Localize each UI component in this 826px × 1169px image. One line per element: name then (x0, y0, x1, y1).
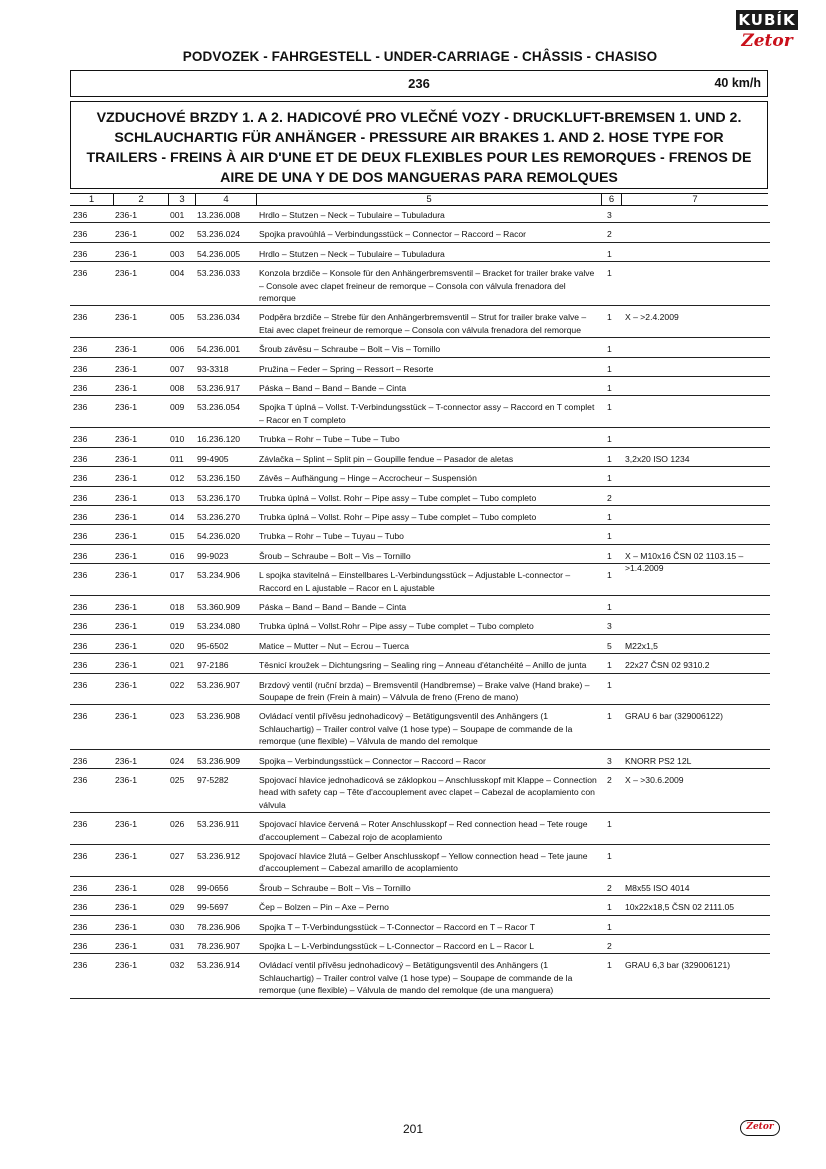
position-cell: 001 (170, 210, 185, 220)
speed-label: 40 km/h (714, 76, 761, 90)
description-cell: Šroub závěsu – Schraube – Bolt – Vis – Tornillo (259, 344, 441, 355)
part-number-cell: 53.236.908 (197, 711, 241, 722)
subgroup-cell: 236-1 (115, 755, 137, 766)
column-header-4: 4 (195, 194, 256, 205)
page-number: 201 (402, 1122, 424, 1136)
note-cell: M22x1,5 (625, 640, 658, 651)
description-cell: Spojka – Verbindungsstück – Connector – Raccord – Racor (259, 755, 486, 766)
part-number-cell: 53.236.150 (197, 473, 241, 484)
position-cell: 028 (170, 882, 185, 893)
group-cell: 236 (73, 640, 88, 651)
quantity-cell: 1 (607, 819, 612, 830)
position-cell: 011 (170, 453, 184, 464)
quantity-cell: 2 (607, 229, 612, 240)
group-cell: 236 (73, 402, 88, 413)
group-cell: 236 (73, 679, 88, 690)
table-row (70, 939, 770, 954)
part-number-cell: 53.236.034 (197, 312, 241, 323)
description-cell: Šroub – Schraube – Bolt – Vis – Tornillo (259, 882, 411, 893)
note-cell: 22x27 ČSN 02 9310.2 (625, 660, 710, 671)
table-row (70, 247, 770, 262)
part-number-cell: 97-2186 (197, 660, 229, 671)
subgroup-cell: 236-1 (115, 775, 137, 785)
part-number-cell: 97-5282 (197, 775, 229, 785)
table-row (70, 227, 770, 242)
table-row (70, 754, 770, 769)
table-row (70, 568, 770, 596)
footer-zetor-logo: Zetor (740, 1120, 780, 1136)
table-row (70, 817, 770, 845)
quantity-cell: 3 (607, 755, 612, 766)
table-row (70, 381, 770, 396)
column-header-2: 2 (113, 194, 168, 205)
group-cell: 236 (73, 755, 88, 766)
kubik-logo: KUBÍK (736, 10, 798, 30)
subgroup-cell: 236-1 (115, 268, 137, 279)
note-cell: X – M10x16 ČSN 02 1103.15 – >1.4.2009 (625, 550, 744, 574)
table-row (70, 658, 770, 673)
quantity-cell: 1 (607, 434, 612, 445)
quantity-cell: 1 (607, 531, 612, 542)
table-row (70, 881, 770, 896)
position-cell: 008 (170, 383, 185, 394)
description-cell: Šroub – Schraube – Bolt – Vis – Tornillo (259, 550, 411, 561)
description-cell: Spojovací hlavice žlutá – Gelber Anschlusskopf – Yellow connection head – Tete jaune d'accouplement – Cabezal amarillo de acoplamiento (259, 851, 588, 874)
position-cell: 007 (170, 363, 185, 374)
quantity-cell: 1 (607, 312, 612, 323)
subgroup-cell: 236-1 (115, 640, 137, 651)
page-title: PODVOZEK - FAHRGESTELL - UNDER-CARRIAGE - CHÂSSIS - CHASISO (182, 49, 658, 64)
table-row (70, 510, 770, 525)
part-number-cell: 99-4905 (197, 453, 229, 464)
table-row (70, 208, 770, 223)
group-cell: 236 (73, 711, 88, 722)
subgroup-cell: 236-1 (115, 248, 137, 259)
column-header-7: 7 (621, 194, 768, 205)
quantity-cell: 5 (607, 640, 612, 651)
group-cell: 236 (73, 344, 88, 355)
position-cell: 013 (170, 492, 185, 503)
subgroup-cell: 236-1 (115, 492, 137, 503)
description-cell: Spojovací hlavice červená – Roter Anschlusskopf – Red connection head – Tete rouge d'accouplement – Cabezal rojo de acoplamiento (259, 819, 588, 842)
description-cell: Trubka úplná – Vollst. Rohr – Pipe assy – Tube complet – Tubo completo (259, 492, 537, 503)
position-cell: 019 (170, 621, 185, 632)
part-number-cell: 53.234.080 (197, 621, 241, 632)
part-number-cell: 54.236.005 (197, 248, 241, 259)
group-cell: 236 (73, 268, 88, 279)
group-cell: 236 (73, 851, 88, 862)
table-row (70, 709, 770, 749)
table-row (70, 529, 770, 544)
group-cell: 236 (73, 492, 88, 503)
table-row (70, 619, 770, 634)
group-cell: 236 (73, 775, 88, 785)
table-row (70, 958, 770, 998)
subgroup-cell: 236-1 (115, 851, 137, 862)
quantity-cell: 1 (607, 402, 612, 413)
part-number-cell: 99-9023 (197, 550, 229, 561)
description-cell: Závlačka – Splint – Split pin – Goupille fendue – Pasador de aletas (259, 453, 514, 464)
position-cell: 029 (170, 902, 185, 913)
part-number-cell: 53.234.906 (197, 570, 241, 581)
description-cell: Spojka T – T-Verbindungsstück – T-Connector – Raccord en T – Racor T (259, 921, 535, 932)
part-number-cell: 95-6502 (197, 640, 229, 651)
part-number-cell: 53.236.914 (197, 960, 241, 971)
table-row (70, 900, 770, 915)
quantity-cell: 3 (607, 621, 612, 632)
description-cell: Závěs – Aufhängung – Hinge – Accrocheur – Suspensión (259, 473, 477, 484)
group-cell: 236 (73, 601, 88, 612)
quantity-cell: 1 (607, 511, 612, 522)
description-cell: Trubka – Rohr – Tube – Tuyau – Tubo (259, 531, 404, 542)
group-cell: 236 (73, 550, 88, 561)
part-number-cell: 53.236.912 (197, 851, 241, 862)
section-title: VZDUCHOVÉ BRZDY 1. A 2. HADICOVÉ PRO VLEČNÉ VOZY - DRUCKLUFT-BREMSEN 1. UND 2. SCHLAUCHARTIG FÜR ANHÄNGER - PRESSURE AIR BRAKES 1. AND 2. HOSE TYPE FOR TRAILERS - FREINS À AIR D'UNE ET DE DEUX FLEXIBLES POUR LES REMORQUES - FRENOS DE AIRE DE UNA Y DE DOS MANGUERAS PARA REMOLQUES (70, 101, 768, 189)
part-number-cell: 53.360.909 (197, 601, 241, 612)
quantity-cell: 1 (607, 902, 612, 913)
position-cell: 025 (170, 775, 185, 785)
part-number-cell: 16.236.120 (197, 434, 241, 445)
quantity-cell: 1 (607, 679, 612, 690)
part-number-cell: 53.236.033 (197, 268, 241, 279)
note-cell: GRAU 6,3 bar (329006121) (625, 960, 731, 971)
description-cell: Páska – Band – Band – Bande – Cinta (259, 383, 407, 394)
subgroup-cell: 236-1 (115, 473, 137, 484)
column-header-5: 5 (256, 194, 601, 205)
quantity-cell: 1 (607, 570, 612, 581)
position-cell: 022 (170, 679, 185, 690)
position-cell: 030 (170, 921, 185, 932)
note-cell: KNORR PS2 12L (625, 755, 692, 766)
subgroup-cell: 236-1 (115, 941, 137, 952)
subgroup-cell: 236-1 (115, 383, 137, 394)
quantity-cell: 2 (607, 775, 612, 785)
quantity-cell: 1 (607, 363, 612, 374)
quantity-cell: 1 (607, 711, 612, 722)
part-number-cell: 78.236.906 (197, 921, 241, 932)
quantity-cell: 1 (607, 473, 612, 484)
group-cell: 236 (73, 531, 88, 542)
position-cell: 005 (170, 312, 185, 323)
part-number-cell: 53.236.907 (197, 679, 241, 690)
table-row (70, 920, 770, 935)
subgroup-cell: 236-1 (115, 363, 137, 374)
subgroup-cell: 236-1 (115, 960, 137, 971)
subgroup-cell: 236-1 (115, 344, 137, 355)
table-row (70, 342, 770, 357)
group-cell: 236 (73, 434, 88, 445)
quantity-cell: 1 (607, 248, 612, 259)
quantity-cell: 1 (607, 550, 612, 561)
group-cell: 236 (73, 941, 88, 952)
part-number-cell: 53.236.911 (197, 819, 240, 830)
description-cell: Matice – Mutter – Nut – Ecrou – Tuerca (259, 640, 409, 651)
part-number-cell: 99-5697 (197, 902, 229, 913)
table-row (70, 266, 770, 306)
position-cell: 015 (170, 531, 185, 542)
position-cell: 010 (170, 434, 185, 445)
position-cell: 027 (170, 851, 185, 862)
quantity-cell: 1 (607, 453, 612, 464)
quantity-cell: 1 (607, 960, 612, 971)
group-number: 236 (408, 76, 430, 91)
description-cell: Těsnicí kroužek – Dichtungsring – Sealing ring – Anneau d'étanchéité – Anillo de junta (259, 660, 587, 671)
description-cell: Ovládací ventil přívěsu jednohadicový – Betätigungsventil des Anhängers (1 Schlauchartig) – Trailer control valve (1 hose type) – Soupape de commande de la remorque (une flexible) – Válvula de mando del remolque (259, 711, 573, 747)
group-cell: 236 (73, 819, 88, 830)
position-cell: 002 (170, 229, 185, 240)
part-number-cell: 54.236.001 (197, 344, 241, 355)
subgroup-cell: 236-1 (115, 511, 137, 522)
subgroup-cell: 236-1 (115, 819, 137, 830)
note-cell: X – >2.4.2009 (625, 312, 679, 323)
position-cell: 014 (170, 511, 185, 522)
note-cell: M8x55 ISO 4014 (625, 882, 690, 893)
description-cell: Spojka T úplná – Vollst. T-Verbindungsstück – T-connector assy – Raccord en T complet – Racor en T completo (259, 402, 595, 425)
part-number-cell: 53.236.270 (197, 511, 241, 522)
column-header-3: 3 (168, 194, 195, 205)
description-cell: Hrdlo – Stutzen – Neck – Tubulaire – Tubuladura (259, 210, 445, 220)
position-cell: 004 (170, 268, 185, 279)
description-cell: Hrdlo – Stutzen – Neck – Tubulaire – Tubuladura (259, 248, 445, 259)
subgroup-cell: 236-1 (115, 402, 137, 413)
part-number-cell: 99-0656 (197, 882, 229, 893)
note-cell: 10x22x18,5 ČSN 02 2111.05 (625, 902, 735, 913)
quantity-cell: 1 (607, 344, 612, 355)
description-cell: Pružina – Feder – Spring – Ressort – Resorte (259, 363, 434, 374)
subgroup-cell: 236-1 (115, 312, 137, 323)
description-cell: Ovládací ventil přívěsu jednohadicový – Betätigungsventil des Anhängers (1 Schlauchartig) – Trailer control valve (1 hose type) – Soupape de commande de la remorque (une flexible) – Válvula de mando del remolque (de una manguera) (259, 960, 573, 996)
position-cell: 024 (170, 755, 185, 766)
group-cell: 236 (73, 248, 88, 259)
subgroup-cell: 236-1 (115, 921, 137, 932)
table-row (70, 362, 770, 377)
group-cell: 236 (73, 570, 88, 581)
zetor-logo: Zetor (741, 31, 793, 51)
part-number-cell: 53.236.909 (197, 755, 241, 766)
subgroup-cell: 236-1 (115, 531, 137, 542)
group-cell: 236 (73, 473, 88, 484)
part-number-cell: 93-3318 (197, 363, 229, 374)
table-row (70, 491, 770, 506)
subgroup-cell: 236-1 (115, 550, 137, 561)
description-cell: Spojka pravoúhlá – Verbindungsstück – Connector – Raccord – Racor (259, 229, 527, 240)
group-cell: 236 (73, 902, 88, 913)
subgroup-cell: 236-1 (115, 601, 137, 612)
position-cell: 031 (170, 941, 185, 952)
description-cell: Trubka úplná – Vollst. Rohr – Pipe assy – Tube complet – Tubo completo (259, 511, 537, 522)
description-cell: Čep – Bolzen – Pin – Axe – Perno (259, 902, 389, 913)
subgroup-cell: 236-1 (115, 621, 137, 632)
subgroup-cell: 236-1 (115, 210, 137, 220)
part-number-cell: 54.236.020 (197, 531, 241, 542)
subgroup-cell: 236-1 (115, 711, 137, 722)
parts-table (70, 208, 770, 1003)
quantity-cell: 1 (607, 660, 612, 671)
quantity-cell: 2 (607, 941, 612, 952)
quantity-cell: 1 (607, 268, 612, 279)
column-header-1: 1 (88, 194, 95, 205)
subgroup-cell: 236-1 (115, 229, 137, 240)
group-cell: 236 (73, 383, 88, 394)
note-cell: X – >30.6.2009 (625, 775, 684, 785)
table-row (70, 678, 770, 706)
description-cell: Brzdový ventil (ruční brzda) – Bremsventil (Handbremse) – Brake valve (Hand brake) – Soupape de frein (Frein à main) – Válvula de freno (Freno de mano) (259, 679, 590, 702)
position-cell: 009 (170, 402, 185, 413)
subgroup-cell: 236-1 (115, 570, 137, 581)
quantity-cell: 1 (607, 601, 612, 612)
group-cell: 236 (73, 229, 88, 240)
subgroup-cell: 236-1 (115, 679, 137, 690)
group-cell: 236 (73, 210, 88, 220)
column-header (70, 193, 768, 206)
position-cell: 026 (170, 819, 185, 830)
part-number-cell: 53.236.917 (197, 383, 241, 394)
position-cell: 018 (170, 601, 185, 612)
part-number-cell: 53.236.054 (197, 402, 241, 413)
position-cell: 023 (170, 711, 185, 722)
description-cell: Trubka – Rohr – Tube – Tube – Tubo (259, 434, 400, 445)
group-cell: 236 (73, 363, 88, 374)
table-row (70, 452, 770, 467)
position-cell: 006 (170, 344, 185, 355)
part-number-cell: 78.236.907 (197, 941, 241, 952)
quantity-cell: 1 (607, 851, 612, 862)
description-cell: Spojka L – L-Verbindungsstück – L-Connector – Raccord en L – Racor L (259, 941, 534, 952)
table-row (70, 432, 770, 447)
position-cell: 021 (170, 660, 185, 671)
group-cell: 236 (73, 453, 88, 464)
part-number-cell: 53.236.024 (197, 229, 241, 240)
group-cell: 236 (73, 660, 88, 671)
part-number-cell: 13.236.008 (197, 210, 241, 220)
part-number-cell: 53.236.170 (197, 492, 241, 503)
description-cell: Spojovací hlavice jednohadicová se záklopkou – Anschlusskopf mit Klappe – Connection head with safety cap – Tête d'accouplement avec clapet – Cabezal de acoplamiento con válvula (259, 775, 597, 810)
quantity-cell: 3 (607, 210, 612, 220)
quantity-cell: 2 (607, 882, 612, 893)
table-row (70, 400, 770, 428)
position-cell: 003 (170, 248, 185, 259)
quantity-cell: 1 (607, 921, 612, 932)
group-cell: 236 (73, 511, 88, 522)
table-row (70, 639, 770, 654)
description-cell: L spojka stavitelná – Einstellbares L-Verbindungsstück – Adjustable L-connector – Raccord en L ajustable – Racor en L ajustable (259, 570, 571, 593)
position-cell: 020 (170, 640, 185, 651)
subgroup-cell: 236-1 (115, 660, 137, 671)
group-cell: 236 (73, 312, 88, 323)
subgroup-cell: 236-1 (115, 453, 137, 464)
position-cell: 017 (170, 570, 185, 581)
position-cell: 032 (170, 960, 185, 971)
subgroup-cell: 236-1 (115, 882, 137, 893)
table-row (70, 310, 770, 338)
group-cell: 236 (73, 882, 88, 893)
description-cell: Páska – Band – Band – Bande – Cinta (259, 601, 407, 612)
table-row (70, 471, 770, 486)
table-row (70, 600, 770, 615)
group-cell: 236 (73, 960, 88, 971)
description-cell: Podpěra brzdiče – Strebe für den Anhängerbremsventil – Strut for trailer brake valve – Etai avec clapet freineur de remorque – Consola con válvula frenadora del remorque (259, 312, 587, 335)
note-cell: GRAU 6 bar (329006122) (625, 711, 723, 722)
description-cell: Konzola brzdiče – Konsole für den Anhängerbremsventil – Bracket for trailer brake valve – Console avec clapet freineur de remorque – Consola con válvula frenadora del remorque (259, 268, 595, 304)
note-cell: 3,2x20 ISO 1234 (625, 453, 690, 464)
column-header-6: 6 (601, 194, 621, 205)
table-row (70, 773, 770, 813)
subgroup-cell: 236-1 (115, 434, 137, 445)
group-header (70, 70, 768, 97)
quantity-cell: 2 (607, 492, 612, 503)
subgroup-cell: 236-1 (115, 902, 137, 913)
position-cell: 012 (170, 473, 185, 484)
table-row (70, 849, 770, 877)
quantity-cell: 1 (607, 383, 612, 394)
group-cell: 236 (73, 621, 88, 632)
table-row (70, 549, 770, 574)
group-cell: 236 (73, 921, 88, 932)
description-cell: Trubka úplná – Vollst.Rohr – Pipe assy – Tube complet – Tubo completo (259, 621, 534, 632)
position-cell: 016 (170, 550, 185, 561)
